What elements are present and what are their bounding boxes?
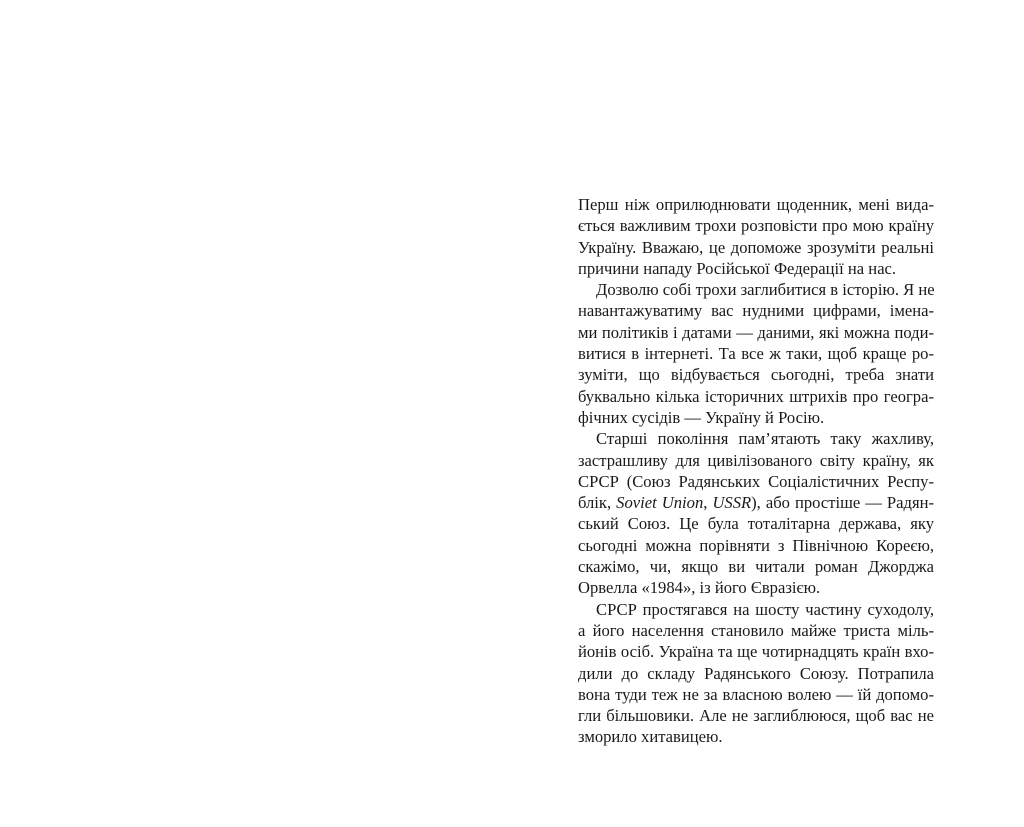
text-line: Старші покоління пам’ятають таку жахливу, [596,429,934,449]
text-line: Дозволю собі трохи заглибитися в історію. Я не [596,280,935,300]
text-line: гли більшовики. Але не заглиблююся, щоб вас не [578,706,934,726]
text-line: СРСР (Союз Радянських Соціалістичних Респу- [578,471,934,491]
italic-run: USSR [712,493,752,513]
text-line: скажімо, чи, якщо ви читали роман Джорджа [578,557,934,577]
text-line: ми політиків і датами — даними, які можна поди- [578,322,934,342]
page-text [578,194,934,748]
text-line: ський Союз. Це була тоталітарна держава, яку [578,514,934,534]
text-run: блік, [578,493,617,513]
text-line: йонів осіб. Україна та ще чотирнадцять країн вхо- [578,642,934,662]
text-run: , [703,493,713,513]
text-line: причини нападу Російської Федерації на нас. [578,258,897,278]
text-line: зморило хитавицею. [578,727,723,747]
paragraph-2 [578,279,934,428]
text-line: ється важливим трохи розповісти про мою країну [578,216,934,236]
text-line: застрашливу для цивілізованого світу країну, як [578,450,934,470]
paragraph-4 [578,599,934,748]
text-line: вона туди теж не за власною волею — їй допомо- [578,684,934,704]
paragraph-1 [578,194,934,279]
text-line: Орвелла «1984», із його Євразією. [578,578,821,598]
text-line: Перш ніж оприлюднювати щоденник, мені вида- [578,195,934,214]
text-line: буквально кілька історичних штрихів про геогра- [578,386,934,406]
text-line [578,492,934,513]
italic-run: Soviet Union [616,493,704,513]
text-line: фічних сусідів — Україну й Росію. [578,407,825,427]
text-line: навантажуватиму вас нудними цифрами, імена- [578,301,934,321]
text-line: Україну. Вважаю, це допоможе зрозуміти реальні [578,237,934,257]
text-line: витися в інтернеті. Та все ж таки, щоб краще ро- [578,344,934,364]
text-run: ), або простіше — Радян- [751,493,934,513]
text-line: сьогодні можна порівняти з Північною Кореєю, [578,535,934,555]
text-line: а його населення становило майже триста міль- [578,620,934,640]
text-line: СРСР простягався на шосту частину суходолу, [596,599,934,619]
text-line: зуміти, що відбувається сьогодні, треба знати [578,365,934,385]
paragraph-3 [578,428,934,598]
text-line: дили до складу Радянського Союзу. Потрапила [578,663,934,683]
